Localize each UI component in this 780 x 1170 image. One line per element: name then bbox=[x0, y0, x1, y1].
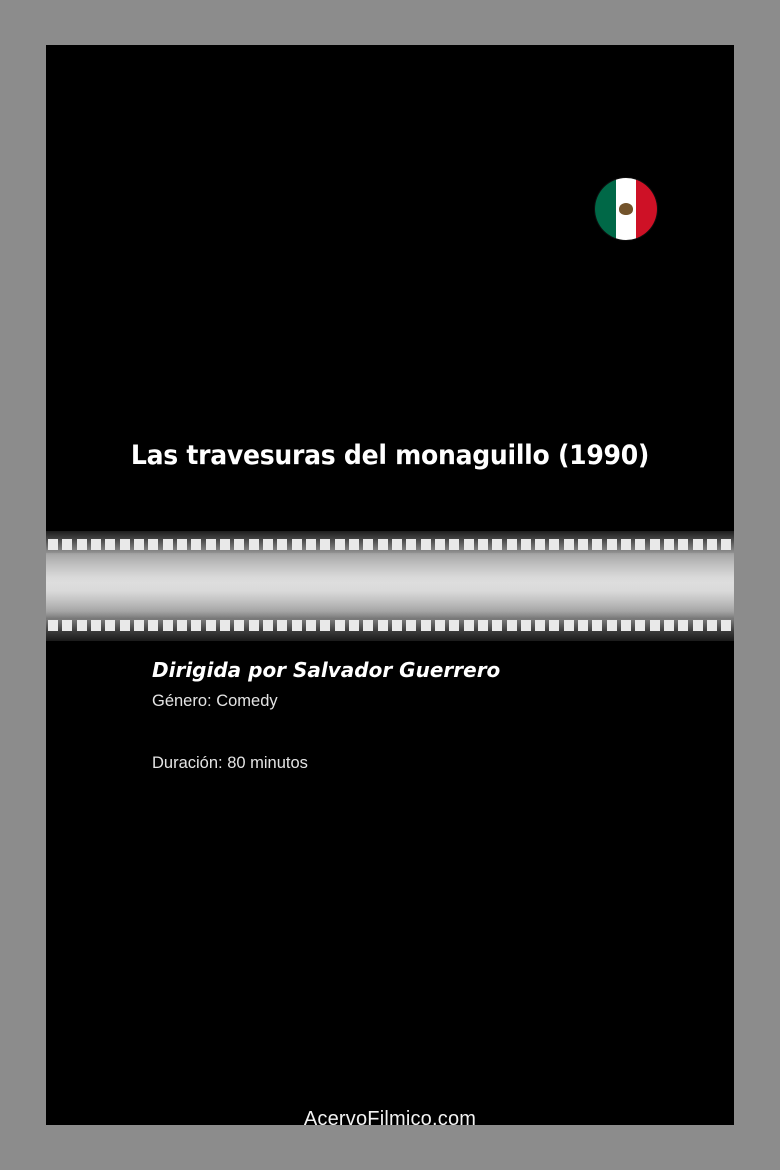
perforation bbox=[449, 620, 459, 631]
perforation bbox=[148, 539, 158, 550]
perforation bbox=[335, 539, 345, 550]
perforation bbox=[421, 539, 431, 550]
film-perforations-bottom bbox=[46, 620, 734, 631]
perforation bbox=[435, 539, 445, 550]
perforation bbox=[220, 539, 230, 550]
perforation bbox=[535, 539, 545, 550]
perforation bbox=[707, 620, 717, 631]
perforation bbox=[392, 539, 402, 550]
perforation bbox=[592, 539, 602, 550]
perforation bbox=[335, 620, 345, 631]
perforation bbox=[349, 539, 359, 550]
perforation bbox=[664, 539, 674, 550]
perforation bbox=[62, 620, 72, 631]
perforation bbox=[478, 620, 488, 631]
perforation bbox=[635, 620, 645, 631]
flag-stripe-green bbox=[595, 178, 616, 240]
film-perforations-top bbox=[46, 539, 734, 550]
duration-line: Duración: 80 minutos bbox=[152, 754, 308, 772]
perforation bbox=[678, 539, 688, 550]
perforation bbox=[163, 539, 173, 550]
poster-top-area bbox=[46, 45, 734, 531]
perforation bbox=[249, 620, 259, 631]
perforation bbox=[263, 539, 273, 550]
perforation bbox=[435, 620, 445, 631]
perforation bbox=[721, 539, 731, 550]
perforation bbox=[521, 539, 531, 550]
perforation bbox=[607, 539, 617, 550]
perforation bbox=[277, 539, 287, 550]
perforation bbox=[120, 620, 130, 631]
perforation bbox=[134, 620, 144, 631]
perforation bbox=[664, 620, 674, 631]
director-line: Dirigida por Salvador Guerrero bbox=[152, 658, 501, 682]
perforation bbox=[578, 539, 588, 550]
perforation bbox=[621, 620, 631, 631]
perforation bbox=[263, 620, 273, 631]
site-watermark: AcervoFilmico.com bbox=[303, 1108, 477, 1125]
perforation bbox=[378, 539, 388, 550]
perforation bbox=[277, 620, 287, 631]
perforation bbox=[177, 620, 187, 631]
perforation bbox=[134, 539, 144, 550]
flag-stripe-red bbox=[636, 178, 657, 240]
perforation bbox=[492, 620, 502, 631]
perforation bbox=[191, 539, 201, 550]
perforation bbox=[206, 620, 216, 631]
perforation bbox=[292, 620, 302, 631]
perforation bbox=[349, 620, 359, 631]
perforation bbox=[91, 539, 101, 550]
perforation bbox=[650, 620, 660, 631]
perforation bbox=[320, 539, 330, 550]
perforation bbox=[464, 539, 474, 550]
perforation bbox=[363, 539, 373, 550]
perforation bbox=[678, 620, 688, 631]
perforation bbox=[635, 539, 645, 550]
film-strip-divider bbox=[46, 531, 734, 641]
perforation bbox=[535, 620, 545, 631]
perforation bbox=[306, 539, 316, 550]
perforation bbox=[693, 620, 703, 631]
perforation bbox=[392, 620, 402, 631]
perforation bbox=[363, 620, 373, 631]
perforation bbox=[621, 539, 631, 550]
perforation bbox=[650, 539, 660, 550]
perforation bbox=[464, 620, 474, 631]
perforation bbox=[292, 539, 302, 550]
perforation bbox=[77, 539, 87, 550]
perforation bbox=[234, 620, 244, 631]
perforation bbox=[320, 620, 330, 631]
perforation bbox=[449, 539, 459, 550]
perforation bbox=[707, 539, 717, 550]
film-strip-sheen bbox=[46, 553, 734, 619]
perforation bbox=[48, 620, 58, 631]
perforation bbox=[406, 539, 416, 550]
perforation bbox=[306, 620, 316, 631]
perforation bbox=[62, 539, 72, 550]
perforation bbox=[592, 620, 602, 631]
perforation bbox=[48, 539, 58, 550]
perforation bbox=[177, 539, 187, 550]
page-title: Las travesuras del monaguillo (1990) bbox=[130, 440, 650, 471]
perforation bbox=[249, 539, 259, 550]
perforation bbox=[77, 620, 87, 631]
perforation bbox=[549, 620, 559, 631]
perforation bbox=[148, 620, 158, 631]
perforation bbox=[521, 620, 531, 631]
perforation bbox=[378, 620, 388, 631]
perforation bbox=[492, 539, 502, 550]
movie-poster bbox=[46, 45, 734, 1125]
perforation bbox=[234, 539, 244, 550]
mexico-flag-icon bbox=[595, 178, 657, 240]
perforation bbox=[721, 620, 731, 631]
perforation bbox=[549, 539, 559, 550]
genre-line: Género: Comedy bbox=[152, 692, 278, 710]
perforation bbox=[220, 620, 230, 631]
perforation bbox=[507, 620, 517, 631]
perforation bbox=[693, 539, 703, 550]
perforation bbox=[421, 620, 431, 631]
perforation bbox=[607, 620, 617, 631]
perforation bbox=[163, 620, 173, 631]
flag-emblem bbox=[619, 203, 633, 215]
perforation bbox=[507, 539, 517, 550]
perforation bbox=[564, 620, 574, 631]
perforation bbox=[406, 620, 416, 631]
perforation bbox=[120, 539, 130, 550]
perforation bbox=[564, 539, 574, 550]
perforation bbox=[91, 620, 101, 631]
perforation bbox=[105, 539, 115, 550]
perforation bbox=[191, 620, 201, 631]
perforation bbox=[206, 539, 216, 550]
perforation bbox=[105, 620, 115, 631]
perforation bbox=[478, 539, 488, 550]
perforation bbox=[578, 620, 588, 631]
